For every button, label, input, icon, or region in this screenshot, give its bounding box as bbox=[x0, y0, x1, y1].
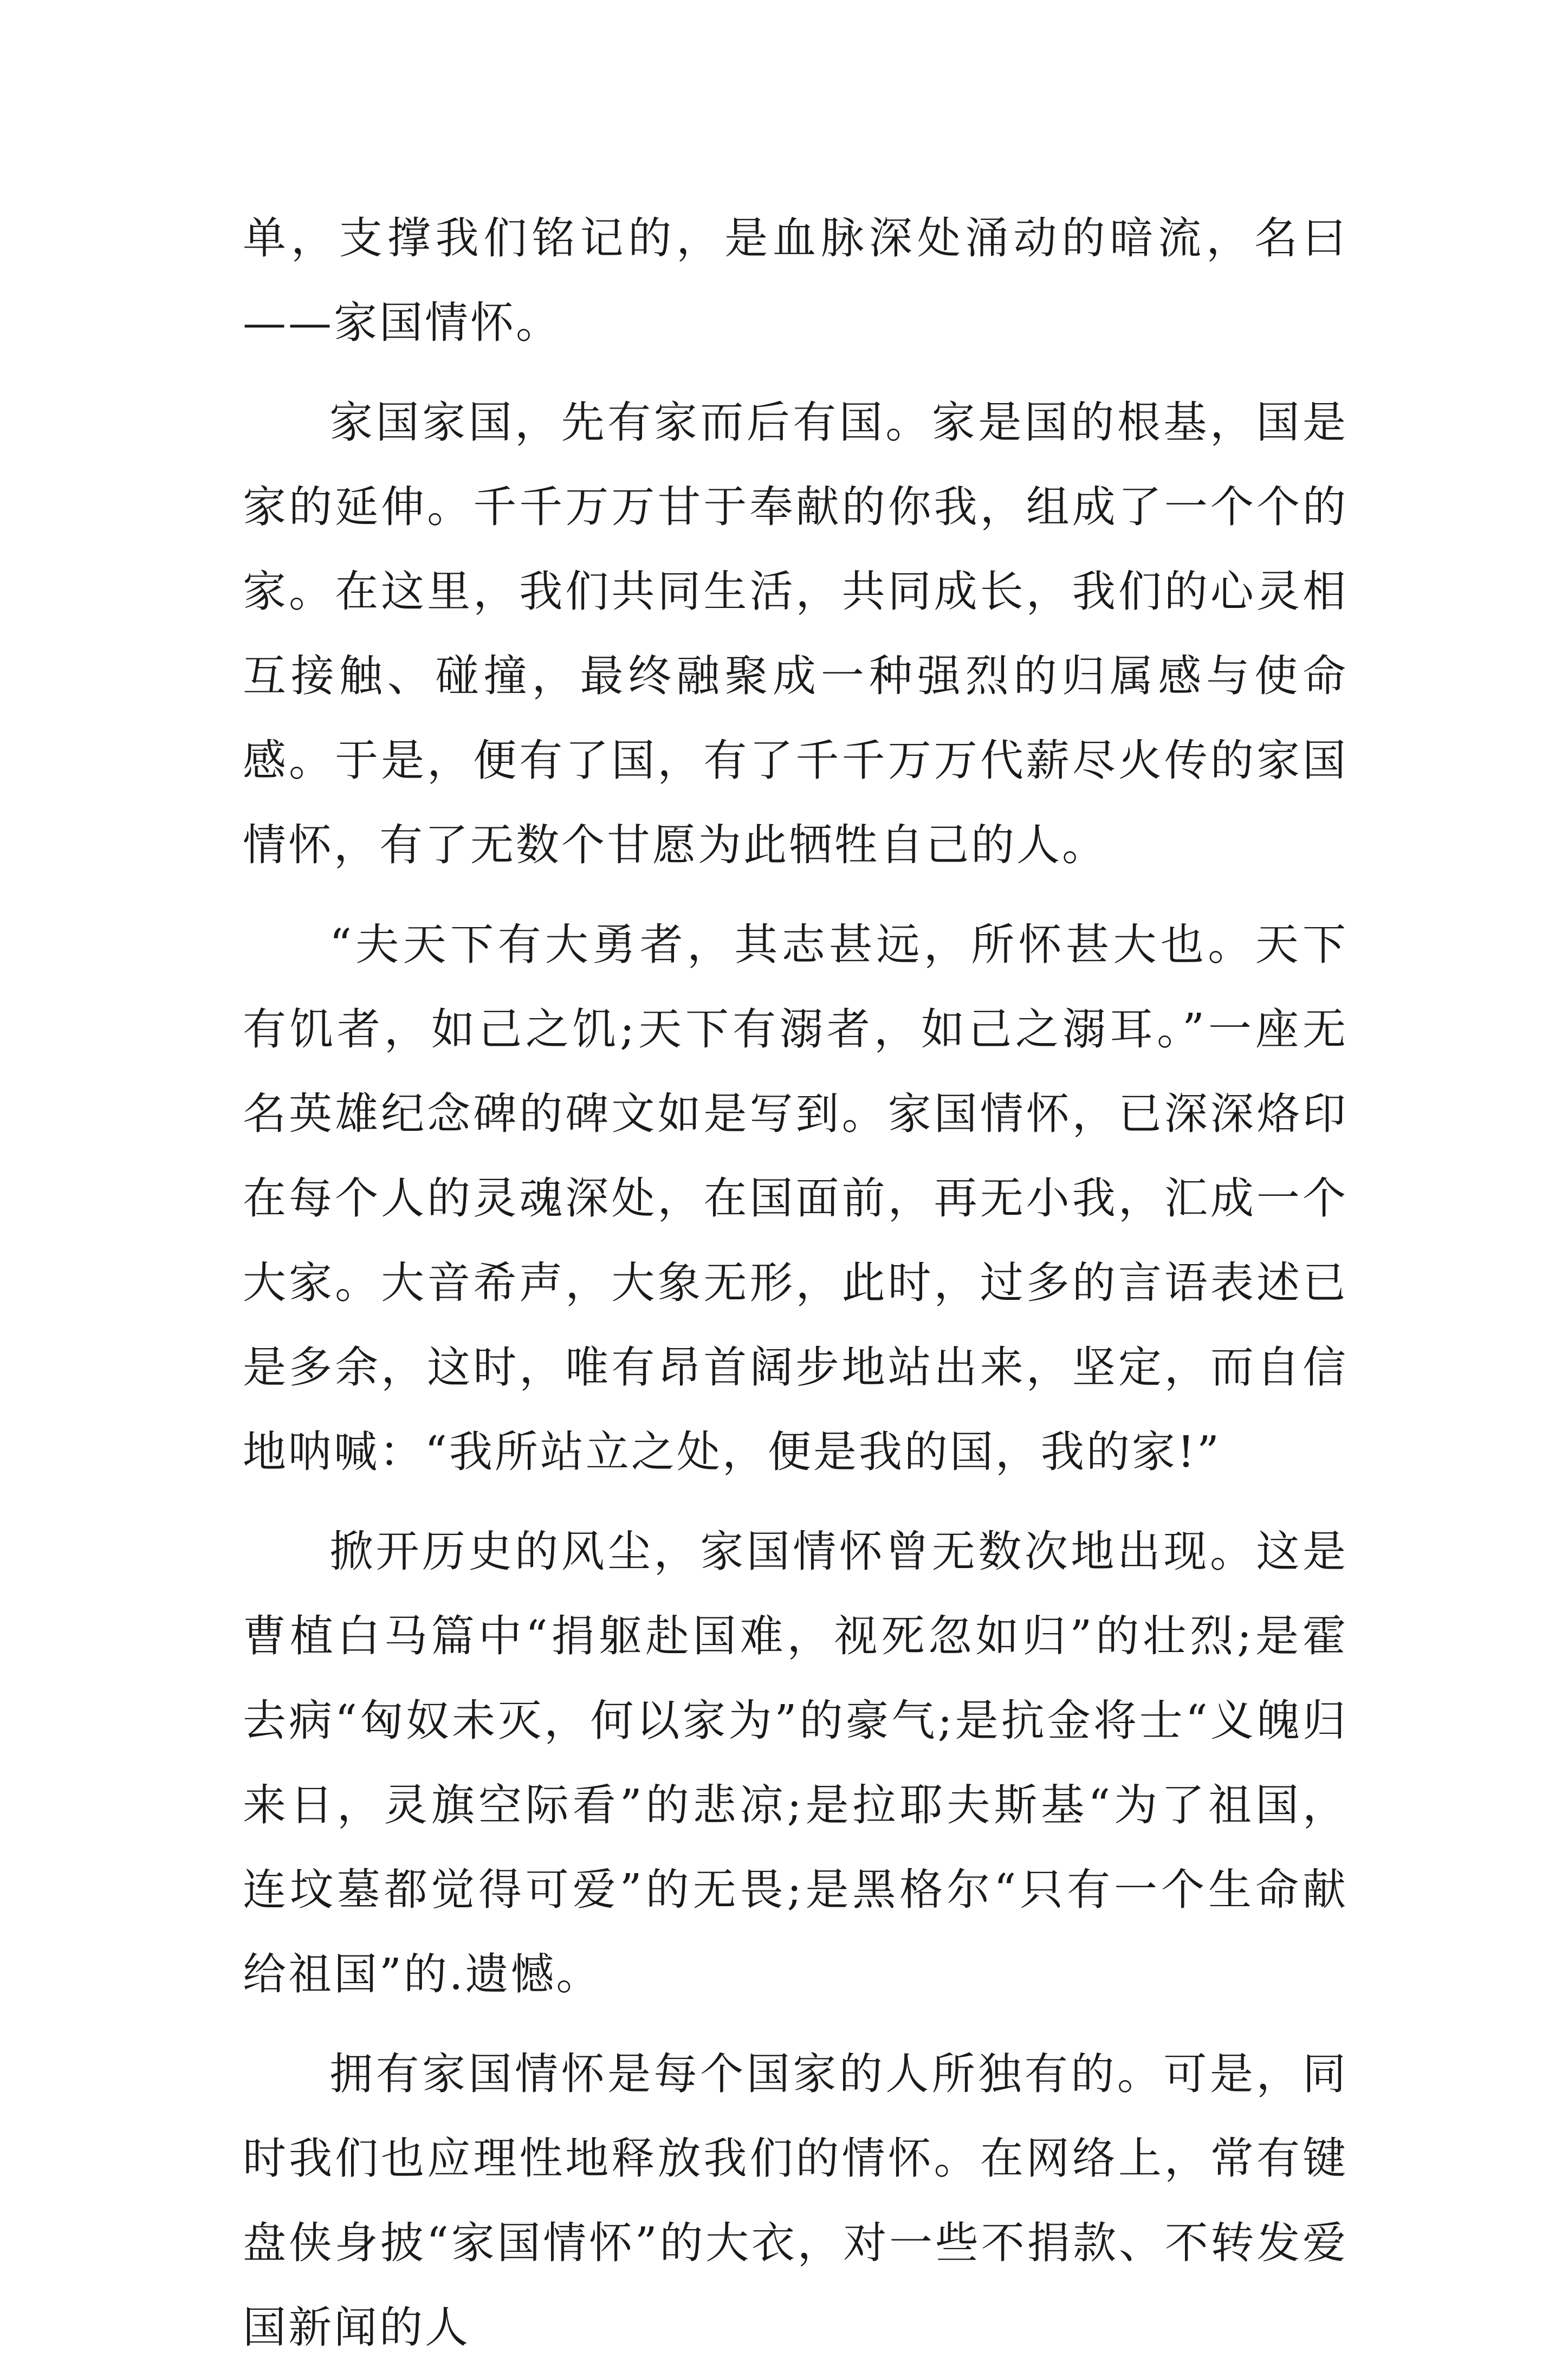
paragraph-1: 单，支撑我们铭记的，是血脉深处涌动的暗流，名曰——家国情怀。 bbox=[243, 213, 1348, 348]
paragraph-4: 掀开历史的风尘，家国情怀曾无数次地出现。这是曹植白马篇中“捐躯赴国难，视死忽如归”的壮烈;是霍去病“匈奴未灭，何以家为”的豪气;是抗金将士“义魄归来日，灵旗空际看”的悲凉;是拉耶夫斯基“为了祖国，连坟墓都觉得可爱”的无畏;是黑格尔“只有一个生命献给祖国”的.遗憾。 bbox=[243, 1526, 1348, 1999]
paragraph-3: “夫天下有大勇者，其志甚远，所怀甚大也。天下有饥者，如己之饥;天下有溺者，如己之溺耳。”一座无名英雄纪念碑的碑文如是写到。家国情怀，已深深烙印在每个人的灵魂深处，在国面前，再无小我，汇成一个大家。大音希声，大象无形，此时，过多的言语表述已是多余，这时，唯有昂首阔步地站出来，坚定，而自信地呐喊：“我所站立之处，便是我的国，我的家!” bbox=[243, 919, 1348, 1477]
paragraph-5: 拥有家国情怀是每个国家的人所独有的。可是，同时我们也应理性地释放我们的情怀。在网络上，常有键盘侠身披“家国情怀”的大衣，对一些不捐款、不转发爱国新闻的人 bbox=[243, 2049, 1348, 2353]
document-body bbox=[243, 196, 1348, 2370]
paragraph-2: 家国家国，先有家而后有国。家是国的根基，国是家的延伸。千千万万甘于奉献的你我，组成了一个个的家。在这里，我们共同生活，共同成长，我们的心灵相互接触、碰撞，最终融聚成一种强烈的归属感与使命感。于是，便有了国，有了千千万万代薪尽火传的家国情怀，有了无数个甘愿为此牺牲自己的人。 bbox=[243, 397, 1348, 870]
